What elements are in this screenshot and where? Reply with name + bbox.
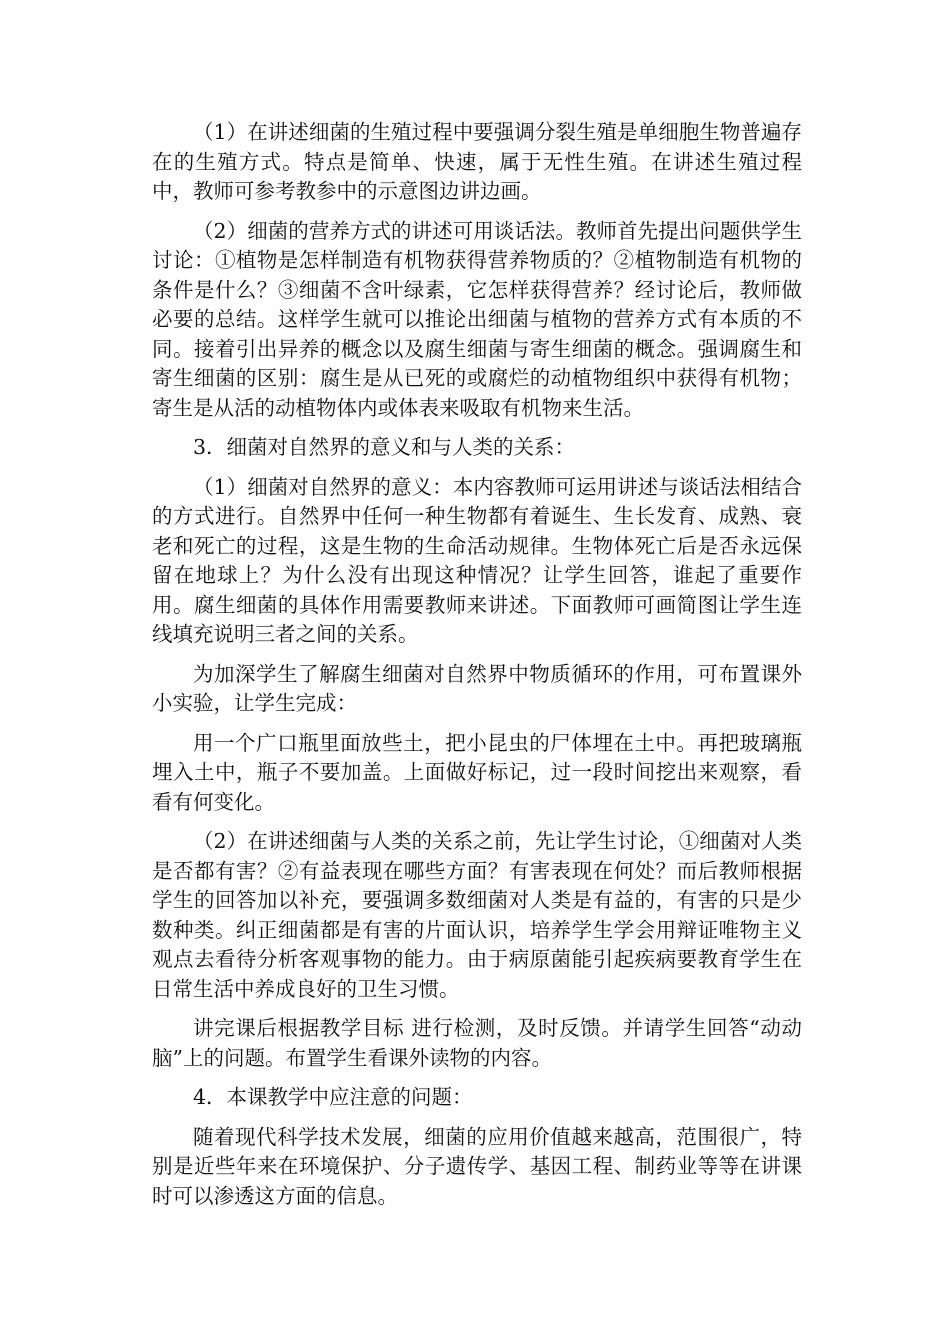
paragraph-notes: 随着现代科学技术发展，细菌的应用价值越来越高，范围很广，特别是近些年来在环境保护、分子遗传学、基因工程、制药业等等在讲课时可以渗透这方面的信息。 <box>152 1124 802 1208</box>
paragraph-experiment-intro: 为加深学生了解腐生细菌对自然界中物质循环的作用，可布置课外小实验，让学生完成： <box>152 661 802 715</box>
paragraph-bacteria-reproduction: （1）在讲述细菌的生殖过程中要强调分裂生殖是单细胞生物普遍存在的生殖方式。特点是简单、快速，属于无性生殖。在讲述生殖过程中，教师可参考教参中的示意图边讲边画。 <box>152 120 802 203</box>
paragraph-after-class: 讲完课后根据教学目标 进行检测，及时反馈。并请学生回答“动动脑”上的问题。布置学生看课外读物的内容。 <box>152 1016 802 1070</box>
document-body <box>152 118 802 1221</box>
section-heading-4: 4．本课教学中应注意的问题： <box>193 1085 473 1109</box>
paragraph-bacteria-nutrition: （2）细菌的营养方式的讲述可用谈话法。教师首先提出问题供学生讨论：①植物是怎样制造有机物获得营养物质的？②植物制造有机物的条件是什么？③细菌不含叶绿素，它怎样获得营养？经讨论后，教师做必要的总结。这样学生就可以推论出细菌与植物的营养方式有本质的不同。接着引出异养的概念以及腐生细菌与寄生细菌的概念。强调腐生和寄生细菌的区别：腐生是从已死的或腐烂的动植物组织中获得有机物；寄生是从活的动植物体内或体表来吸取有机物来生活。 <box>152 218 802 420</box>
paragraph-experiment-steps: 用一个广口瓶里面放些土，把小昆虫的尸体埋在土中。再把玻璃瓶埋入土中，瓶子不要加盖。上面做好标记，过一段时间挖出来观察，看看有何变化。 <box>152 730 802 814</box>
paragraph-significance-to-nature: （1）细菌对自然界的意义：本内容教师可运用讲述与谈话法相结合的方式进行。自然界中任何一种生物都有着诞生、生长发育、成熟、衰老和死亡的过程，这是生物的生命活动规律。生物体死亡后是否永远保留在地球上？为什么没有出现这种情况？让学生回答，谁起了重要作用。腐生细菌的具体作用需要教师来讲述。下面教师可画简图让学生连线填充说明三者之间的关系。 <box>152 474 802 646</box>
paragraph-relation-to-humans: （2）在讲述细菌与人类的关系之前，先让学生讨论，①细菌对人类是否都有害？②有益表现在哪些方面？有害表现在何处？而后教师根据学生的回答加以补充，要强调多数细菌对人类是有益的，有害的只是少数种类。纠正细菌都是有害的片面认识，培养学生学会用辩证唯物主义观点去看待分析客观事物的能力。由于病原菌能引起疾病要教育学生在日常生活中养成良好的卫生习惯。 <box>152 829 802 1001</box>
section-heading-3: 3．细菌对自然界的意义和与人类的关系： <box>193 435 576 459</box>
